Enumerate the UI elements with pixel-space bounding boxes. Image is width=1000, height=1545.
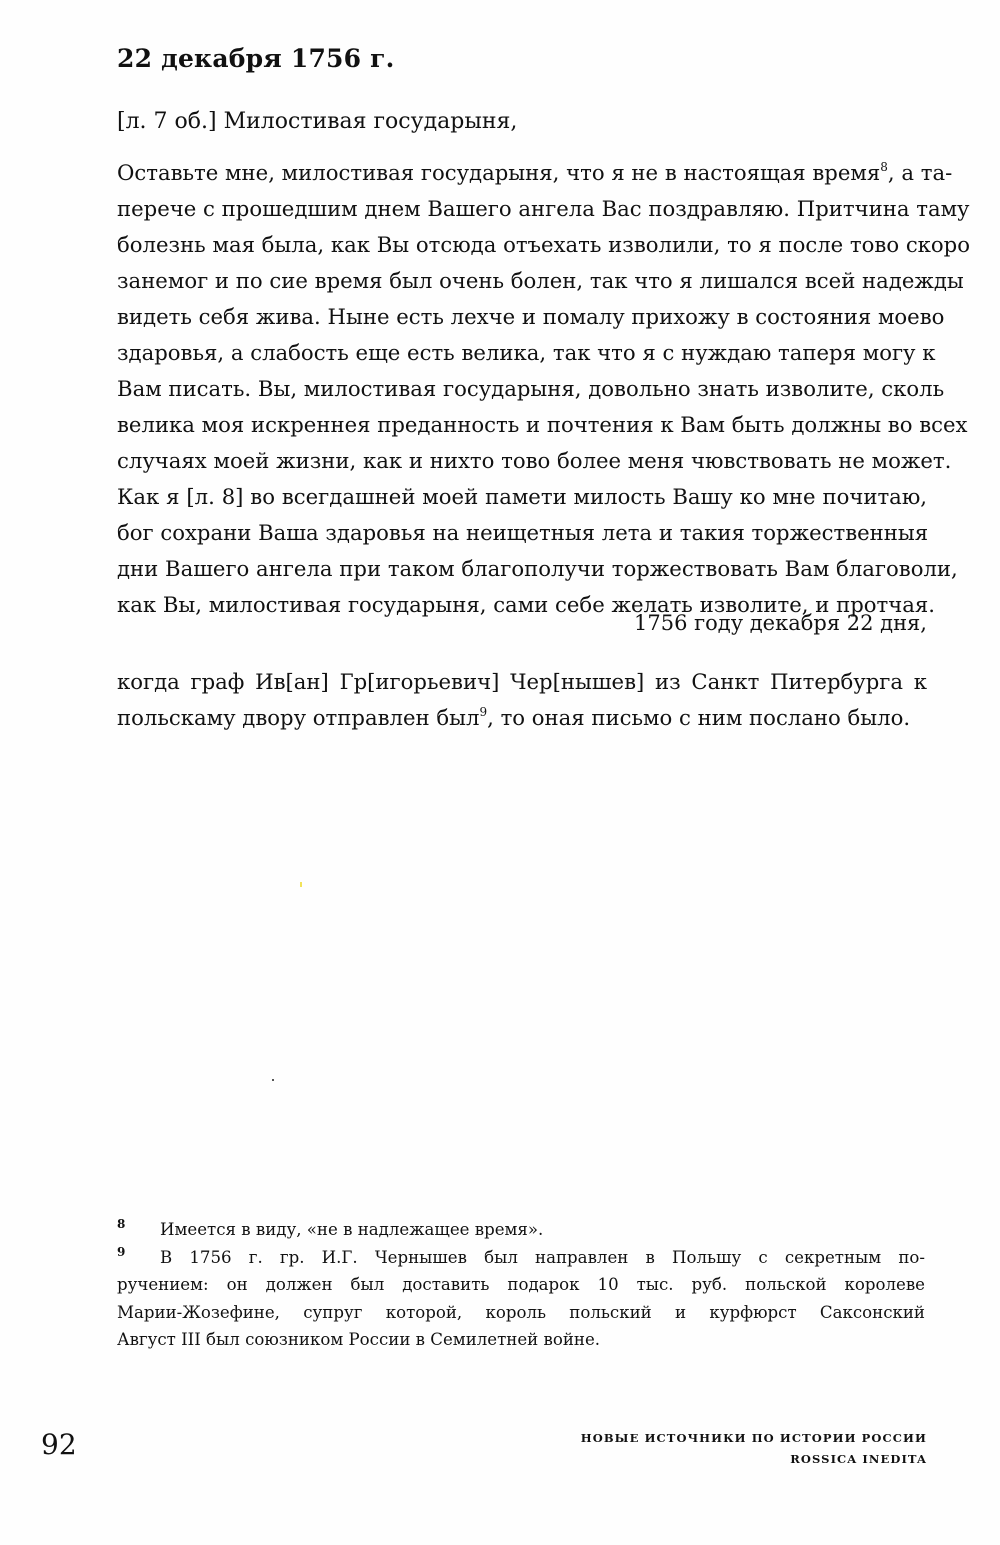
closing-line — [117, 700, 927, 736]
footnotes — [117, 1216, 925, 1354]
footnote-9 — [117, 1244, 925, 1272]
letter-line: Вам писать. Вы, милостивая государыня, довольно знать изволите, сколь — [117, 376, 945, 401]
footnote-8 — [117, 1216, 925, 1244]
letter-line: случаях моей жизни, как и нихто тово более меня чювствовать не может. — [117, 448, 952, 473]
scan-speck — [272, 1079, 274, 1081]
closing-line: когда граф Ив[ан] Гр[игорьевич] Чер[нышев] из Санкт Питербурга к — [117, 669, 927, 694]
letter-salutation: [л. 7 об.] Милостивая государыня, — [117, 109, 518, 134]
scan-speck — [300, 882, 302, 887]
letter-line: дни Вашего ангела при таком благополучи торжествовать Вам благоволи, — [117, 556, 958, 581]
footnote-number: 8 — [117, 1217, 126, 1231]
letter-body — [117, 155, 971, 623]
footnote-9-line: ручением: он должен был доставить подарок 10 тыс. руб. польской королеве — [117, 1275, 925, 1294]
running-footer — [581, 1428, 927, 1470]
letter-dateline: 1756 году декабря 22 дня, — [634, 611, 927, 635]
closing-line-text: польскаму двору отправлен был — [117, 705, 480, 730]
letter-line: велика моя искреннея преданность и почтения к Вам быть должны во всех — [117, 412, 968, 437]
footnote-ref-9[interactable]: 9 — [479, 705, 488, 719]
footnote-number: 9 — [117, 1244, 126, 1259]
letter-line: бог сохрани Ваша здаровья на неищетныя лета и такия торжественныя — [117, 520, 929, 545]
letter-line: Как я [л. 8] во всегдашней моей памети милость Вашу ко мне почитаю, — [117, 484, 927, 509]
footnote-text: В 1756 г. гр. И.Г. Чернышев был направлен в Польшу с секретным по- — [160, 1247, 925, 1267]
letter-line-text: Оставьте мне, милостивая государыня, что я не в настоящая время — [117, 160, 881, 185]
letter-line-text-cont: , а та- — [887, 160, 953, 185]
footnote-9-line: Август III был союзником России в Семилетней войне. — [117, 1330, 601, 1349]
letter-line: перече с прошедшим днем Вашего ангела Вас поздравляю. Притчина таму — [117, 196, 970, 221]
letter-line: как Вы, милостивая государыня, сами себе желать изволите, и протчая. — [117, 592, 936, 617]
footnote-9-line: Марии-Жозефине, супруг которой, король польский и курфюрст Саксонский — [117, 1302, 925, 1322]
page-number: 92 — [41, 1428, 77, 1461]
letter-line: болезнь мая была, как Вы отсюда отъехать изволили, то я после тово скоро — [117, 232, 971, 257]
document-date-heading: 22 декабря 1756 г. — [117, 44, 395, 73]
footnote-text: Имеется в виду, «не в надлежащее время». — [160, 1220, 544, 1239]
letter-line: видеть себя жива. Ныне есть лехче и помалу прихожу в состояния моево — [117, 304, 945, 329]
series-title: НОВЫЕ ИСТОЧНИКИ ПО ИСТОРИИ РОССИИ — [580, 1431, 927, 1445]
letter-closing-note — [117, 664, 927, 736]
series-subtitle: ROSSICA INEDITA — [790, 1452, 927, 1466]
footnote-ref-8[interactable]: 8 — [880, 160, 888, 174]
letter-line: занемог и по сие время был очень болен, так что я лишался всей надежды — [117, 268, 964, 293]
closing-line-text-cont: , то оная письмо с ним послано было. — [487, 705, 911, 730]
letter-line: здаровья, а слабость еще есть велика, так что я с нуждаю таперя могу к — [117, 340, 936, 365]
letter-line — [117, 155, 953, 191]
